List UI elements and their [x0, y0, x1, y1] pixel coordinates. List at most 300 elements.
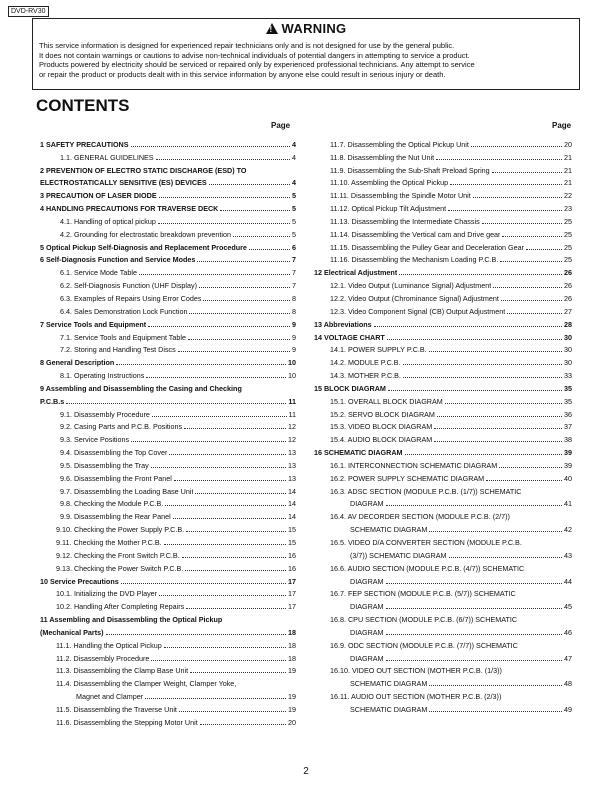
toc-entry-page: 45: [564, 602, 572, 612]
toc-entry-page: 47: [564, 653, 572, 663]
toc-entry-title: 14.2. MODULE P.C.B.: [330, 358, 401, 368]
toc-dot-leader: [403, 364, 562, 365]
toc-dot-leader: [403, 377, 562, 378]
toc-dot-leader: [159, 197, 290, 198]
toc-entry-title: 9.5. Disassembling the Tray: [60, 460, 149, 470]
toc-entry[interactable]: [40, 508, 296, 521]
toc-entry[interactable]: [314, 675, 572, 688]
toc-entry-page: 39: [564, 460, 572, 470]
toc-entry-page: 10: [288, 358, 296, 368]
toc-entry[interactable]: [314, 290, 572, 303]
toc-entry[interactable]: [314, 200, 572, 213]
toc-entry-title: 14.3. MOTHER P.C.B.: [330, 371, 401, 381]
page-column-header-left: Page: [271, 121, 291, 130]
toc-entry[interactable]: [314, 380, 572, 393]
toc-entry-page: 6: [292, 242, 296, 252]
toc-dot-leader: [190, 672, 286, 673]
toc-entry[interactable]: [40, 701, 296, 714]
toc-entry-title: SCHEMATIC DIAGRAM: [350, 525, 428, 535]
toc-entry-page: 13: [288, 460, 296, 470]
toc-entry-page: 14: [288, 512, 296, 522]
toc-entry-page: 5: [292, 191, 296, 201]
toc-entry-title: DIAGRAM: [350, 499, 384, 509]
toc-entry[interactable]: [314, 457, 572, 470]
toc-entry-title: 16.5. VIDEO D/A CONVERTER SECTION (MODULE P.C.B.: [330, 538, 522, 547]
toc-entry-page: 8: [292, 306, 296, 316]
toc-entry-page: 30: [564, 358, 572, 368]
toc-entry[interactable]: [40, 200, 296, 213]
toc-entry-page: 21: [564, 178, 572, 188]
toc-entry-title: 11.8. Disassembling the Nut Unit: [330, 152, 435, 162]
toc-entry-title: 11.5. Disassembling the Traverse Unit: [56, 704, 177, 714]
toc-dot-leader: [185, 570, 286, 571]
toc-entry-title: 16.9. ODC SECTION (MODULE P.C.B. (7/7)) SCHEMATIC: [330, 640, 518, 650]
toc-entry-title: 13 Abbreviations: [314, 319, 372, 329]
toc-entry[interactable]: [40, 290, 296, 303]
toc-entry[interactable]: [40, 342, 296, 355]
toc-entry-title: 11.2. Disassembly Procedure: [56, 653, 150, 663]
toc-entry[interactable]: [314, 637, 572, 650]
toc-dot-leader: [139, 274, 290, 275]
toc-entry[interactable]: [40, 393, 296, 406]
warning-triangle-icon: [266, 23, 278, 34]
toc-entry-page: 35: [564, 396, 572, 406]
toc-dot-leader: [386, 634, 562, 635]
toc-entry[interactable]: [40, 534, 296, 547]
toc-entry[interactable]: [40, 663, 296, 676]
toc-entry-page: 4: [292, 152, 296, 162]
toc-entry-page: 28: [564, 319, 572, 329]
toc-entry[interactable]: [314, 354, 572, 367]
toc-entry-page: 25: [564, 216, 572, 226]
toc-entry[interactable]: [40, 354, 296, 367]
toc-entry[interactable]: [40, 252, 296, 265]
toc-entry-title: 11 Assembling and Disassembling the Optical Pickup: [40, 615, 223, 625]
toc-entry[interactable]: [314, 162, 572, 175]
toc-entry[interactable]: [314, 316, 572, 329]
toc-entry-title: 16.1. INTERCONNECTION SCHEMATIC DIAGRAM: [330, 460, 498, 470]
toc-dot-leader: [437, 416, 562, 417]
toc-entry-page: 43: [564, 550, 572, 560]
toc-entry[interactable]: [314, 688, 572, 701]
toc-entry[interactable]: [314, 342, 572, 355]
toc-entry[interactable]: [314, 149, 572, 162]
toc-dot-leader: [66, 403, 286, 404]
toc-entry-title: 6 Self-Diagnosis Function and Service Modes: [40, 255, 196, 265]
toc-entry-page: 19: [288, 666, 296, 676]
toc-entry-page: 21: [564, 165, 572, 175]
toc-dot-leader: [434, 428, 562, 429]
toc-entry[interactable]: [40, 419, 296, 432]
toc-dot-leader: [146, 377, 286, 378]
toc-entry-title: P.C.B.s: [40, 396, 65, 406]
toc-entry[interactable]: [40, 675, 296, 688]
toc-dot-leader: [116, 364, 286, 365]
toc-entry[interactable]: [314, 586, 572, 599]
toc-entry-title: 14 VOLTAGE CHART: [314, 332, 385, 342]
warning-title: [33, 21, 579, 36]
toc-entry[interactable]: [314, 624, 572, 637]
toc-entry-page: 17: [288, 589, 296, 599]
toc-entry[interactable]: [40, 573, 296, 586]
toc-dot-leader: [164, 647, 286, 648]
toc-entry-title: DIAGRAM: [350, 576, 384, 586]
toc-dot-leader: [151, 467, 286, 468]
toc-entry[interactable]: [314, 534, 572, 547]
toc-entry[interactable]: [40, 496, 296, 509]
toc-entry[interactable]: [314, 470, 572, 483]
toc-entry[interactable]: [40, 406, 296, 419]
toc-entry[interactable]: [314, 431, 572, 444]
toc-entry-title: 9 Assembling and Disassembling the Casing and Checking: [40, 383, 242, 393]
toc-entry-title: 15.4. AUDIO BLOCK DIAGRAM: [330, 435, 433, 445]
toc-entry-title: 11.10. Assembling the Optical Pickup: [330, 178, 449, 188]
toc-entry-title: 15.1. OVERALL BLOCK DIAGRAM: [330, 396, 443, 406]
toc-dot-leader: [434, 441, 562, 442]
toc-entry-title: 9.12. Checking the Front Switch P.C.B.: [56, 550, 180, 560]
toc-dot-leader: [173, 518, 286, 519]
toc-entry[interactable]: [40, 483, 296, 496]
toc-entry-title: 1 SAFETY PRECAUTIONS: [40, 139, 129, 149]
toc-entry-page: 12: [288, 422, 296, 432]
toc-entry[interactable]: [40, 586, 296, 599]
toc-dot-leader: [492, 172, 562, 173]
toc-entry[interactable]: [314, 175, 572, 188]
toc-entry-title: 16.10. VIDEO OUT SECTION (MOTHER P.C.B. (1/3)): [330, 666, 502, 676]
toc-dot-leader: [486, 480, 562, 481]
toc-dot-leader: [448, 210, 562, 211]
toc-entry[interactable]: [314, 252, 572, 265]
toc-dot-leader: [493, 287, 562, 288]
toc-entry[interactable]: [40, 688, 296, 701]
toc-entry[interactable]: [40, 303, 296, 316]
toc-entry-page: 7: [292, 281, 296, 291]
toc-entry-page: 20: [288, 717, 296, 727]
toc-entry[interactable]: [314, 303, 572, 316]
toc-entry[interactable]: [314, 598, 572, 611]
toc-entry[interactable]: [40, 714, 296, 727]
toc-entry-page: 33: [564, 371, 572, 381]
toc-entry[interactable]: [314, 136, 572, 149]
toc-entry-title: 9.11. Checking the Mother P.C.B.: [56, 538, 162, 547]
toc-entry-title: 7.1. Service Tools and Equipment Table: [60, 332, 186, 342]
toc-entry-title: Magnet and Clamper: [76, 692, 144, 702]
toc-entry[interactable]: [314, 547, 572, 560]
toc-entry[interactable]: [314, 663, 572, 676]
toc-dot-leader: [199, 287, 290, 288]
toc-entry-page: 44: [564, 576, 572, 586]
toc-entry[interactable]: [40, 277, 296, 290]
toc-dot-leader: [499, 467, 562, 468]
toc-entry-page: 19: [288, 704, 296, 714]
toc-entry-title: 15.3. VIDEO BLOCK DIAGRAM: [330, 422, 433, 432]
toc-entry[interactable]: [40, 470, 296, 483]
toc-entry-title: 9.10. Checking the Power Supply P.C.B.: [56, 525, 185, 535]
toc-entry-page: 9: [292, 345, 296, 355]
toc-entry-title: 7 Service Tools and Equipment: [40, 319, 147, 329]
toc-entry[interactable]: [314, 393, 572, 406]
toc-entry[interactable]: [40, 316, 296, 329]
warning-line: or repair the product or products dealt with in this service information by anyone else could result in serious injury or death.: [39, 69, 446, 79]
toc-entry[interactable]: [40, 239, 296, 252]
toc-entry-title: 9.7. Disassembling the Loading Base Unit: [60, 486, 194, 496]
toc-entry-page: 25: [564, 242, 572, 252]
toc-entry-page: 37: [564, 422, 572, 432]
toc-entry[interactable]: [314, 444, 572, 457]
toc-dot-leader: [174, 480, 286, 481]
toc-entry[interactable]: [314, 521, 572, 534]
toc-entry[interactable]: [40, 650, 296, 663]
toc-entry-title: DIAGRAM: [350, 602, 384, 612]
toc-dot-leader: [374, 326, 562, 327]
toc-entry-title: 16 SCHEMATIC DIAGRAM: [314, 448, 403, 458]
toc-entry-title: 16.4. AV DECORDER SECTION (MODULE P.C.B. (2/7)): [330, 512, 510, 522]
toc-entry-title: 9.4. Disassembling the Top Cover: [60, 448, 168, 458]
toc-entry[interactable]: [40, 136, 296, 149]
toc-dot-leader: [405, 454, 562, 455]
toc-entry-page: 38: [564, 435, 572, 445]
toc-entry-page: 13: [288, 448, 296, 458]
toc-dot-leader: [526, 249, 562, 250]
toc-entry-title: DIAGRAM: [350, 627, 384, 637]
toc-entry-title: 12.2. Video Output (Chrominance Signal) Adjustment: [330, 293, 499, 303]
toc-entry[interactable]: [40, 367, 296, 380]
toc-entry-page: 22: [564, 191, 572, 201]
toc-entry[interactable]: [314, 187, 572, 200]
toc-entry-page: 10: [288, 371, 296, 381]
toc-entry[interactable]: [40, 611, 296, 624]
toc-right-column: [314, 136, 572, 714]
toc-dot-leader: [186, 608, 286, 609]
toc-dot-leader: [156, 159, 290, 160]
toc-dot-leader: [178, 351, 290, 352]
toc-entry-page: 26: [564, 281, 572, 291]
toc-dot-leader: [184, 428, 286, 429]
toc-entry-title: 6.2. Self-Diagnosis Function (UHF Display): [60, 281, 198, 291]
toc-entry[interactable]: [40, 175, 296, 188]
toc-entry-page: 30: [564, 345, 572, 355]
toc-entry-title: 11.6. Disassembling the Stepping Motor Unit: [56, 717, 198, 727]
toc-dot-leader: [502, 236, 562, 237]
warning-line: This service information is designed for experienced repair technicians only and is not designed for use by the general public.: [39, 41, 455, 50]
toc-entry[interactable]: [314, 573, 572, 586]
toc-entry[interactable]: [314, 419, 572, 432]
toc-entry[interactable]: [40, 162, 296, 175]
toc-dot-leader: [450, 184, 562, 185]
toc-dot-leader: [131, 441, 286, 442]
toc-entry-page: 4: [292, 139, 296, 149]
toc-entry-title: 10.2. Handling After Completing Repairs: [56, 602, 185, 612]
toc-entry-page: 30: [564, 332, 572, 342]
toc-dot-leader: [151, 660, 286, 661]
toc-entry[interactable]: [314, 277, 572, 290]
toc-entry[interactable]: [40, 329, 296, 342]
toc-entry[interactable]: [40, 187, 296, 200]
toc-entry-title: 8 General Description: [40, 358, 115, 368]
toc-dot-leader: [203, 300, 290, 301]
toc-entry-page: 16: [288, 550, 296, 560]
toc-entry-title: 16.3. ADSC SECTION (MODULE P.C.B. (1/7)) SCHEMATIC: [330, 486, 522, 496]
toc-entry[interactable]: [314, 508, 572, 521]
toc-dot-leader: [233, 236, 290, 237]
toc-entry-title: 11.11. Disassembling the Spindle Motor Unit: [330, 191, 471, 201]
toc-entry-page: 18: [288, 653, 296, 663]
toc-entry[interactable]: [40, 560, 296, 573]
toc-entry[interactable]: [40, 457, 296, 470]
toc-entry-page: 11: [288, 409, 296, 419]
toc-entry-title: 11.12. Optical Pickup Tilt Adjustment: [330, 204, 447, 214]
toc-entry-title: 9.2. Casing Parts and P.C.B. Positions: [60, 422, 183, 432]
toc-dot-leader: [436, 159, 562, 160]
toc-entry-title: 2 PREVENTION OF ELECTRO STATIC DISCHARGE (ESD) TO: [40, 165, 247, 175]
toc-entry-page: 25: [564, 255, 572, 265]
toc-dot-leader: [429, 685, 562, 686]
toc-entry-title: SCHEMATIC DIAGRAM: [350, 679, 428, 689]
toc-entry-page: 36: [564, 409, 572, 419]
toc-entry[interactable]: [314, 701, 572, 714]
toc-dot-leader: [164, 544, 286, 545]
toc-entry-page: 46: [564, 627, 572, 637]
toc-entry-title: 12.1. Video Output (Luminance Signal) Adjustment: [330, 281, 492, 291]
toc-entry-page: 21: [564, 152, 572, 162]
toc-entry-page: 17: [288, 576, 296, 586]
toc-dot-leader: [195, 493, 286, 494]
toc-entry-title: 16.11. AUDIO OUT SECTION (MOTHER P.C.B. (2/3)): [330, 692, 502, 702]
toc-entry-page: 49: [564, 704, 572, 714]
toc-dot-leader: [131, 146, 290, 147]
toc-entry[interactable]: [40, 624, 296, 637]
toc-entry-title: 14.1. POWER SUPPLY P.C.B.: [330, 345, 427, 355]
toc-dot-leader: [189, 313, 290, 314]
toc-entry[interactable]: [40, 521, 296, 534]
toc-entry-title: 9.3. Service Positions: [60, 435, 130, 445]
toc-entry-page: 18: [288, 627, 296, 637]
toc-entry-page: 11: [288, 396, 296, 406]
toc-dot-leader: [507, 313, 562, 314]
toc-entry-title: SCHEMATIC DIAGRAM: [350, 704, 428, 714]
warning-line: Products powered by electricity should be serviced or repaired only by experienced professional technicians. Any attempt to service: [39, 60, 475, 70]
toc-entry-title: 12 Electrical Adjustment: [314, 268, 398, 278]
toc-entry[interactable]: [314, 611, 572, 624]
toc-entry[interactable]: [40, 431, 296, 444]
toc-entry[interactable]: [314, 406, 572, 419]
toc-entry-page: 26: [564, 268, 572, 278]
warning-box: [32, 18, 580, 90]
toc-entry-title: 16.2. POWER SUPPLY SCHEMATIC DIAGRAM: [330, 473, 485, 483]
toc-entry[interactable]: [40, 213, 296, 226]
toc-entry[interactable]: [40, 444, 296, 457]
toc-entry-title: 4 HANDLING PRECAUTIONS FOR TRAVERSE DECK: [40, 204, 219, 214]
toc-entry-title: 11.3. Disassembling the Clamp Base Unit: [56, 666, 189, 676]
toc-entry[interactable]: [314, 226, 572, 239]
toc-entry[interactable]: [40, 547, 296, 560]
toc-entry-title: 16.7. FEP SECTION (MODULE P.C.B. (5/7)) SCHEMATIC: [330, 589, 516, 599]
toc-dot-leader: [386, 505, 562, 506]
toc-dot-leader: [209, 184, 290, 185]
toc-entry-page: 14: [288, 499, 296, 509]
toc-entry[interactable]: [314, 367, 572, 380]
toc-dot-leader: [145, 698, 286, 699]
toc-entry-title: 4.1. Handling of optical pickup: [60, 216, 156, 226]
page-title: CONTENTS: [36, 96, 130, 115]
toc-dot-leader: [471, 146, 562, 147]
toc-entry[interactable]: [314, 483, 572, 496]
toc-entry-title: 9.13. Checking the Power Switch P.C.B.: [56, 563, 184, 573]
toc-entry-page: 13: [288, 473, 296, 483]
toc-entry-page: 40: [564, 473, 572, 483]
toc-dot-leader: [386, 660, 562, 661]
toc-entry-title: 16.6. AUDIO SECTION (MODULE P.C.B. (4/7)) SCHEMATIC: [330, 563, 525, 573]
toc-dot-leader: [169, 454, 286, 455]
toc-dot-leader: [429, 711, 562, 712]
toc-entry-title: 9.1. Disassembly Procedure: [60, 409, 150, 419]
toc-dot-leader: [220, 210, 290, 211]
toc-entry-title: 10 Service Precautions: [40, 576, 119, 586]
toc-entry-title: 9.6. Disassembling the Front Panel: [60, 473, 172, 483]
toc-entry[interactable]: [314, 560, 572, 573]
toc-entry-title: 7.2. Storing and Handling Test Discs: [60, 345, 176, 355]
toc-entry-title: 11.13. Disassembling the Intermediate Chassis: [330, 216, 480, 226]
toc-entry-title: 12.3. Video Component Signal (CB) Output Adjustment: [330, 306, 506, 316]
warning-line: It does not contain warnings or cautions to advise non-technical individuals of potential dangers in attempting to service a product.: [39, 50, 470, 60]
toc-entry-title: 6.3. Examples of Repairs Using Error Codes: [60, 293, 202, 303]
toc-entry-page: 15: [288, 525, 296, 535]
toc-entry-title: 10.1. Initializing the DVD Player: [56, 589, 158, 599]
toc-entry[interactable]: [314, 264, 572, 277]
toc-dot-leader: [473, 197, 562, 198]
toc-entry-title: 11.15. Disassembling the Pulley Gear and Deceleration Gear: [330, 242, 525, 252]
toc-entry[interactable]: [314, 329, 572, 342]
toc-entry[interactable]: [40, 637, 296, 650]
toc-entry-title: 11.16. Disassembling the Mechanism Loading P.C.B.: [330, 255, 499, 265]
toc-entry-page: 42: [564, 525, 572, 535]
toc-left-column: [40, 136, 296, 727]
toc-dot-leader: [500, 261, 562, 262]
toc-dot-leader: [399, 274, 562, 275]
toc-entry-page: 25: [564, 229, 572, 239]
toc-entry[interactable]: [40, 264, 296, 277]
toc-dot-leader: [152, 416, 287, 417]
toc-dot-leader: [200, 724, 286, 725]
toc-entry-title: 16.8. CPU SECTION (MODULE P.C.B. (6/7)) SCHEMATIC: [330, 615, 518, 625]
toc-entry[interactable]: [314, 496, 572, 509]
toc-entry-page: 15: [288, 538, 296, 547]
toc-entry-page: 7: [292, 255, 296, 265]
model-label: DVD-RV30: [8, 6, 49, 17]
toc-entry-page: 9: [292, 319, 296, 329]
toc-dot-leader: [182, 557, 286, 558]
toc-entry-page: 7: [292, 268, 296, 278]
toc-entry[interactable]: [314, 239, 572, 252]
toc-dot-leader: [165, 505, 286, 506]
toc-dot-leader: [158, 223, 290, 224]
toc-entry-title: 11.9. Disassembling the Sub-Shaft Preload Spring: [330, 165, 490, 175]
toc-dot-leader: [186, 531, 286, 532]
toc-entry[interactable]: [40, 149, 296, 162]
toc-entry[interactable]: [40, 380, 296, 393]
toc-entry[interactable]: [40, 226, 296, 239]
toc-entry-title: 15 BLOCK DIAGRAM: [314, 383, 386, 393]
toc-entry[interactable]: [314, 213, 572, 226]
toc-entry-page: 17: [288, 602, 296, 612]
toc-entry-page: 18: [288, 640, 296, 650]
toc-dot-leader: [388, 390, 562, 391]
warning-title-text: WARNING: [281, 21, 347, 36]
toc-entry[interactable]: [314, 650, 572, 663]
toc-entry[interactable]: [40, 598, 296, 611]
toc-entry-title: (Mechanical Parts): [40, 627, 104, 637]
toc-entry-title: 9.9. Disassembling the Rear Panel: [60, 512, 171, 522]
